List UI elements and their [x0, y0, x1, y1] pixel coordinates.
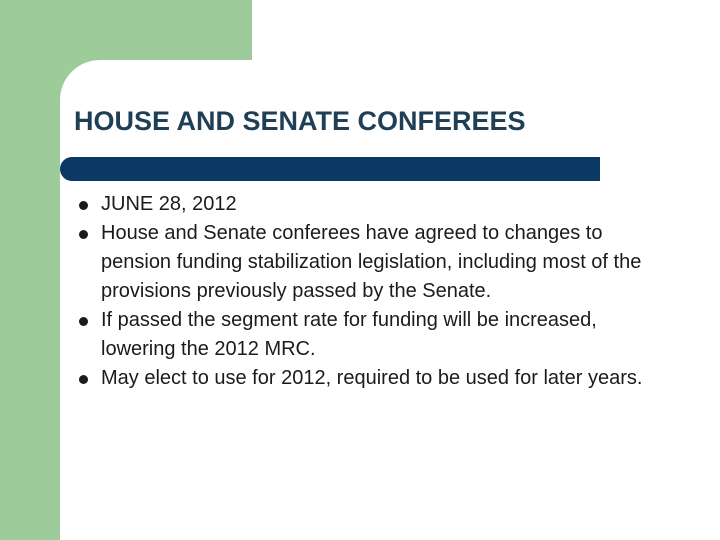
bullet-text: House and Senate conferees have agreed to changes to pension funding stabilization legislation, including most of the provisions previously passed by the Senate. [101, 222, 642, 302]
slide-title: HOUSE AND SENATE CONFEREES [74, 106, 526, 136]
bullet-icon [79, 317, 88, 326]
bullet-item-agreement [76, 219, 676, 306]
bullet-icon [79, 230, 88, 239]
bullet-item-segment-rate [76, 306, 676, 364]
bullet-icon [79, 375, 88, 384]
bullet-item-date [76, 190, 676, 219]
bullet-icon [79, 201, 88, 210]
bullet-text: If passed the segment rate for funding will be increased, lowering the 2012 MRC. [101, 309, 597, 360]
bullet-list [76, 190, 676, 393]
title-underline-bar [60, 157, 600, 181]
bullet-text: JUNE 28, 2012 [101, 193, 237, 215]
bullet-item-election [76, 364, 676, 393]
bullet-text: May elect to use for 2012, required to be used for later years. [101, 367, 643, 389]
